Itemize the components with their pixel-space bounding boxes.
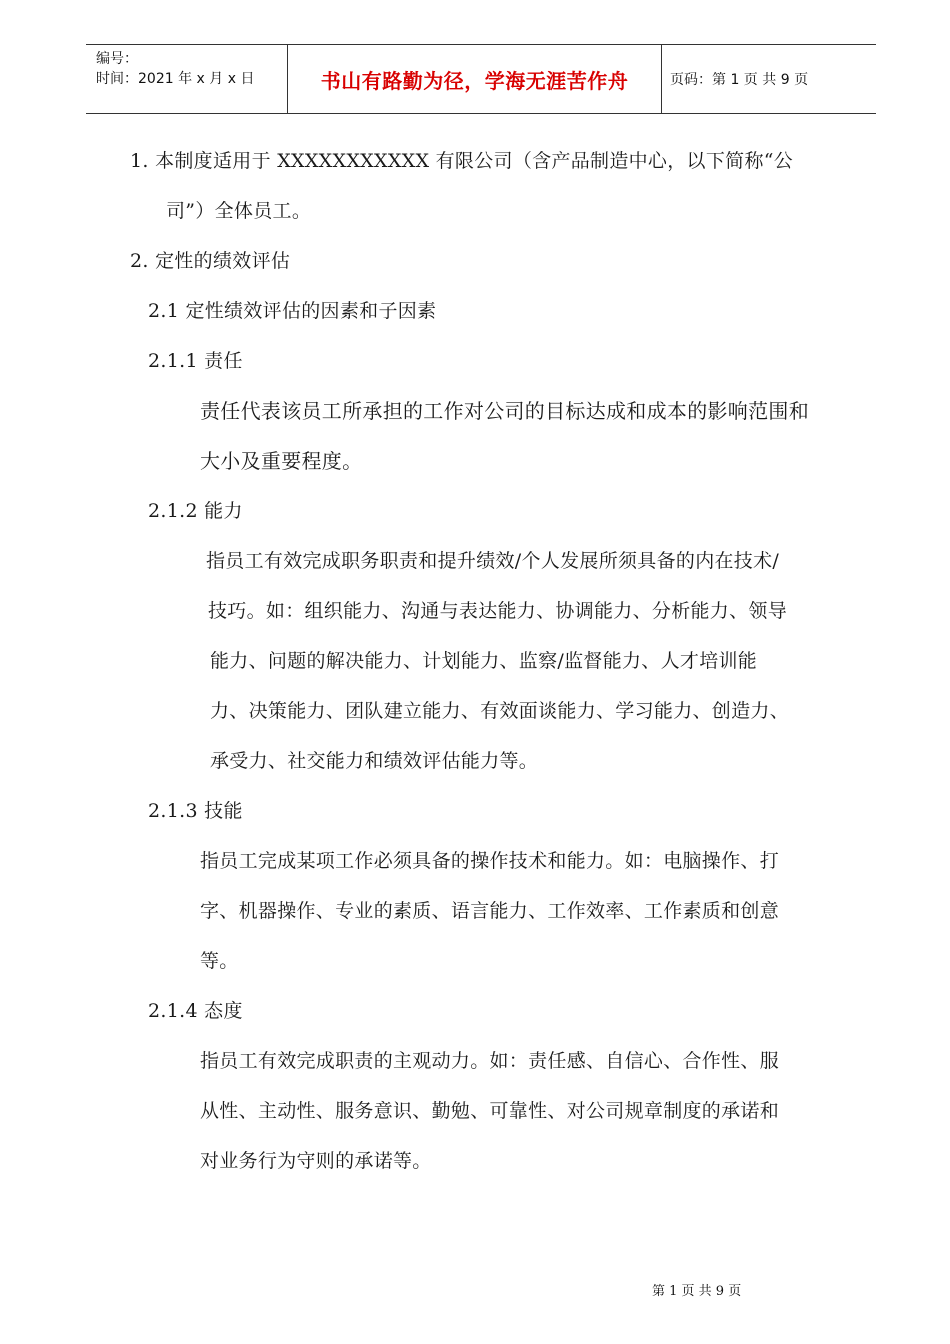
paragraph-line: 责任代表该员工所承担的工作对公司的目标达成和成本的影响范围和	[200, 399, 809, 423]
paragraph-line: 1. 本制度适用于 XXXXXXXXXXX 有限公司（含产品制造中心，以下简称“公	[130, 150, 794, 172]
paragraph-line: 等。	[200, 950, 239, 972]
paragraph-line: 承受力、社交能力和绩效评估能力等。	[210, 750, 539, 772]
paragraph-line: 指员工有效完成职责的主观动力。如：责任感、自信心、合作性、服	[200, 1050, 780, 1072]
header-page-info: 页码：第 1 页 共 9 页	[670, 72, 809, 88]
header-motto: 书山有路勤为径，学海无涯苦作舟	[320, 68, 629, 93]
paragraph-line: 指员工有效完成职务职责和提升绩效/个人发展所须具备的内在技术/	[206, 550, 780, 572]
document-date: 时间：2021 年 x 月 x 日	[96, 71, 255, 87]
subsection-heading: 2.1 定性绩效评估的因素和子因素	[148, 300, 437, 322]
document-number-label: 编号：	[96, 51, 138, 67]
page-header	[86, 44, 876, 114]
paragraph-line: 司”）全体员工。	[166, 200, 312, 222]
paragraph-line: 指员工完成某项工作必须具备的操作技术和能力。如：电脑操作、打	[200, 850, 780, 872]
paragraph-line: 力、决策能力、团队建立能力、有效面谈能力、学习能力、创造力、	[210, 700, 790, 722]
subsection-heading: 2.1.3 技能	[148, 800, 243, 822]
paragraph-line: 能力、问题的解决能力、计划能力、监察/监督能力、人才培训能	[210, 650, 758, 672]
section-heading: 2. 定性的绩效评估	[130, 250, 291, 272]
header-meta	[96, 49, 286, 89]
paragraph-line: 从性、主动性、服务意识、勤勉、可靠性、对公司规章制度的承诺和	[200, 1100, 780, 1122]
subsection-heading: 2.1.1 责任	[148, 350, 243, 372]
subsection-heading: 2.1.2 能力	[148, 500, 243, 522]
paragraph-line: 字、机器操作、专业的素质、语言能力、工作效率、工作素质和创意	[200, 900, 780, 922]
header-divider	[661, 45, 662, 113]
paragraph-line: 大小及重要程度。	[200, 449, 363, 473]
paragraph-line: 对业务行为守则的承诺等。	[200, 1150, 432, 1172]
paragraph-line: 技巧。如：组织能力、沟通与表达能力、协调能力、分析能力、领导	[208, 600, 788, 622]
subsection-heading: 2.1.4 态度	[148, 1000, 243, 1022]
page-footer: 第 1 页 共 9 页	[652, 1284, 742, 1299]
